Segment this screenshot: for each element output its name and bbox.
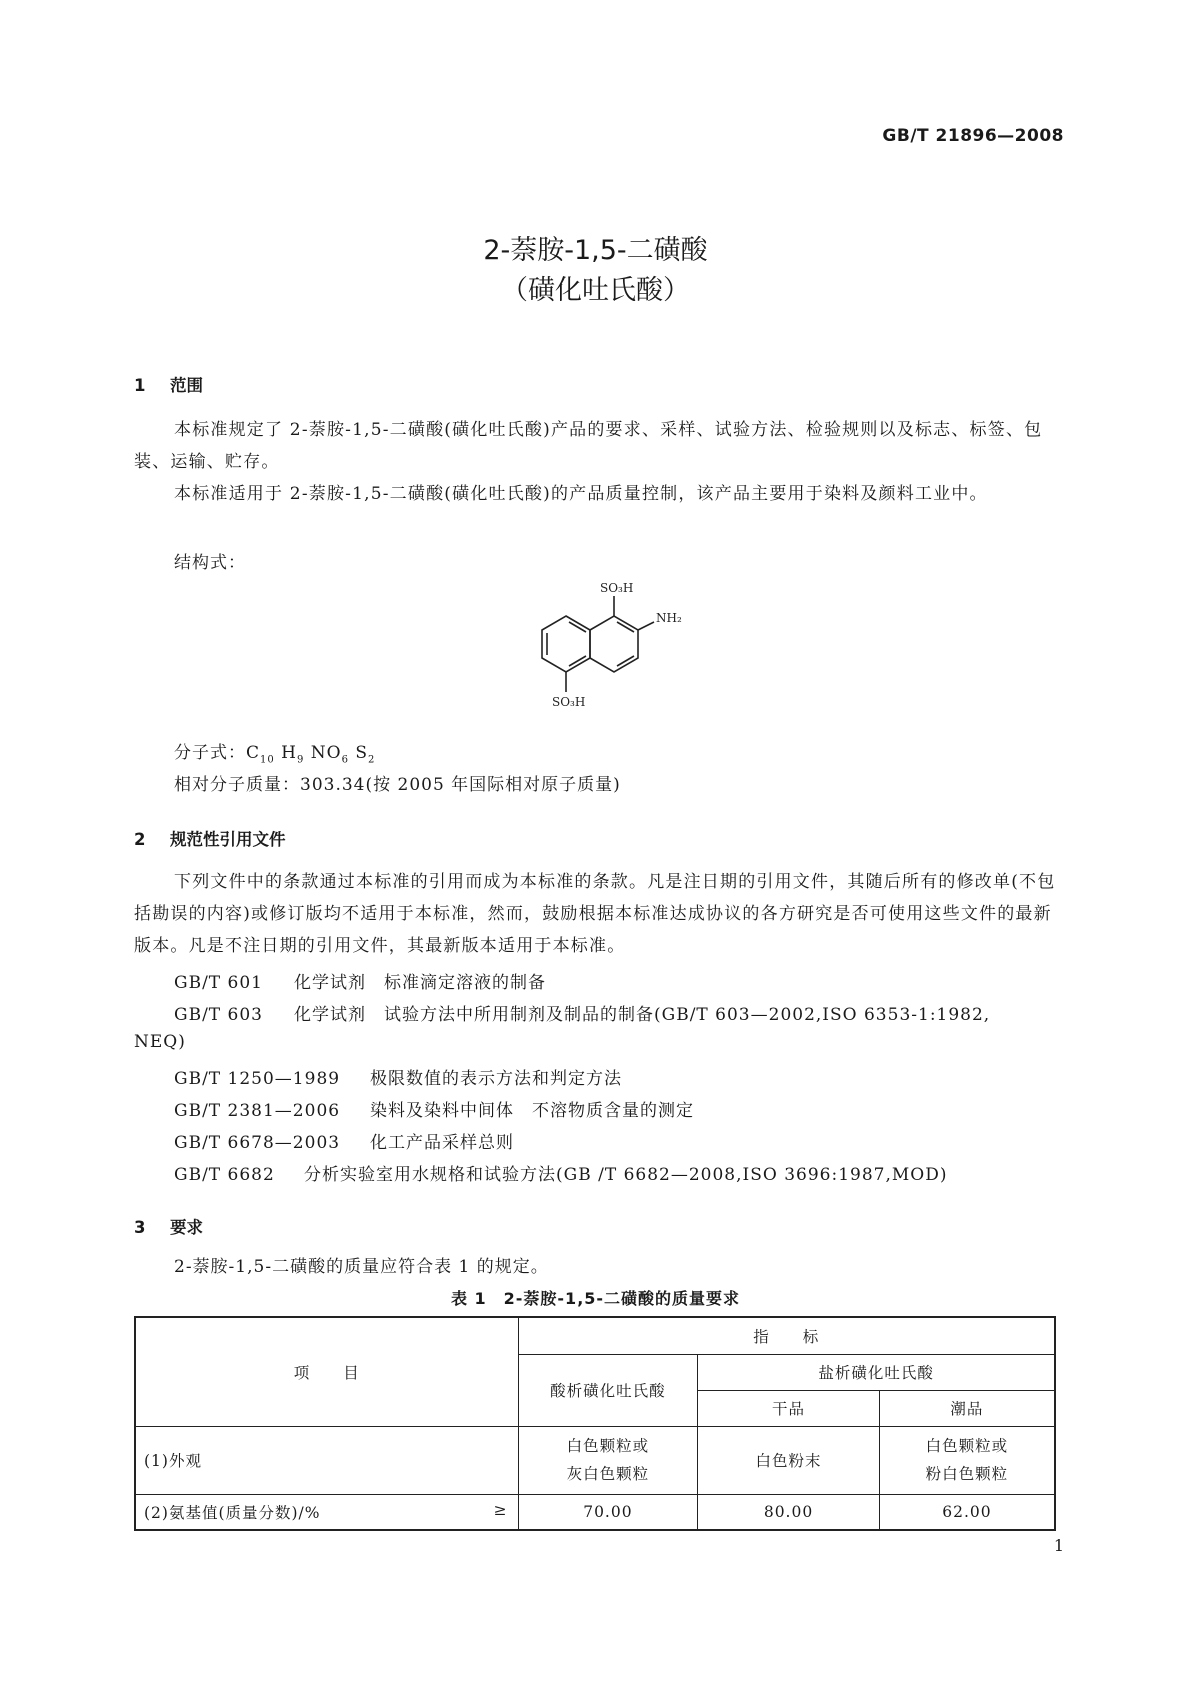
section-number: 1 <box>134 376 146 395</box>
row-acid-value: 70.00 <box>518 1494 698 1530</box>
comparison-operator: ≥ <box>493 1500 508 1519</box>
reference-title: 分析实验室用水规格和试验方法(GB /T 6682—2008,ISO 3696:1987,MOD) <box>304 1165 948 1185</box>
requirements-paragraph: 2-萘胺-1,5-二磺酸的质量应符合表 1 的规定。 <box>174 1257 549 1277</box>
reference-item <box>174 1160 947 1185</box>
reference-item <box>174 1096 694 1121</box>
row-item: (2)氨基值(质量分数)/% <box>144 1503 321 1522</box>
references-intro: 下列文件中的条款通过本标准的引用而成为本标准的条款。凡是注日期的引用文件，其随后所有的修改单(不包括勘误的内容)或修订版均不适用于本标准，然而，鼓励根据本标准达成协议的各方研究是否可使用这些文件的最新版本。凡是不注日期的引用文件，其最新版本适用于本标准。 <box>134 872 1056 956</box>
document-subtitle: （磺化吐氏酸） <box>501 275 690 306</box>
formula-o-count: 6 <box>341 754 349 766</box>
item-header: 项 目 <box>135 1317 518 1426</box>
formula-c-count: 10 <box>260 754 275 766</box>
reference-title: 极限数值的表示方法和判定方法 <box>370 1069 622 1089</box>
row-wet-value: 白色颗粒或 粉白色颗粒 <box>879 1426 1055 1494</box>
section-number: 2 <box>134 830 146 849</box>
formula-no: NO <box>304 743 342 763</box>
row-acid-value: 白色颗粒或 灰白色颗粒 <box>518 1426 698 1494</box>
reference-code: GB/T 1250—1989 <box>174 1069 341 1089</box>
wet-header: 潮品 <box>879 1390 1055 1426</box>
reference-item <box>174 968 546 993</box>
molecular-mass: 相对分子质量：303.34(按 2005 年国际相对原子质量) <box>174 775 621 795</box>
formula-h: H <box>274 743 297 763</box>
reference-title: 化工产品采样总则 <box>370 1133 514 1153</box>
formula-c: C <box>246 743 261 763</box>
amino-group: NH₂ <box>656 611 682 625</box>
table-row <box>135 1426 1055 1494</box>
row-dry-value: 白色粉末 <box>698 1426 880 1494</box>
section-number: 3 <box>134 1218 146 1237</box>
section-title: 范围 <box>170 376 203 395</box>
sulfo-group-bottom: SO₃H <box>552 695 586 709</box>
section-2-heading <box>134 826 286 850</box>
row-item: (1)外观 <box>135 1426 518 1494</box>
scope-paragraph-1: 本标准规定了 2-萘胺-1,5-二磺酸(磺化吐氏酸)产品的要求、采样、试验方法、检验规则以及标志、标签、包装、运输、贮存。 <box>134 420 1043 472</box>
formula-h-count: 9 <box>296 754 305 766</box>
structure-label: 结构式： <box>174 553 246 573</box>
salt-header: 盐析磺化吐氏酸 <box>698 1354 1055 1390</box>
index-header: 指 标 <box>518 1317 1055 1354</box>
right-ring <box>590 616 638 672</box>
reference-code: GB/T 601 <box>174 973 263 993</box>
section-title: 要求 <box>170 1218 203 1237</box>
left-ring <box>542 616 590 672</box>
formula-s: S <box>348 743 369 763</box>
reference-title: 化学试剂 标准滴定溶液的制备 <box>294 973 546 993</box>
structural-formula <box>500 578 700 738</box>
row-dry-value: 80.00 <box>698 1494 880 1530</box>
table-row <box>135 1494 1055 1530</box>
row-item-cell <box>135 1494 518 1530</box>
section-3-heading <box>134 1214 203 1238</box>
formula-s-count: 2 <box>368 754 376 766</box>
molecular-formula <box>174 738 375 765</box>
reference-item <box>174 1000 990 1025</box>
document-title: 2-萘胺-1,5-二磺酸 <box>483 235 708 266</box>
acid-header: 酸析磺化吐氏酸 <box>518 1354 698 1426</box>
naphthalene-rings <box>542 596 654 692</box>
reference-title: 染料及染料中间体 不溶物质含量的测定 <box>370 1101 694 1121</box>
reference-item <box>174 1128 514 1153</box>
sulfo-group-top: SO₃H <box>600 581 634 595</box>
formula-label: 分子式： <box>174 743 246 763</box>
reference-title: 化学试剂 试验方法中所用制剂及制品的制备(GB/T 603—2002,ISO 6353-1:1982, <box>294 1005 991 1025</box>
page-number: 1 <box>1053 1536 1064 1555</box>
quality-requirements-table <box>134 1316 1056 1531</box>
scope-paragraph-2: 本标准适用于 2-萘胺-1,5-二磺酸(磺化吐氏酸)的产品质量控制，该产品主要用于染料及颜料工业中。 <box>174 484 988 504</box>
table-caption: 表 1 2-萘胺-1,5-二磺酸的质量要求 <box>450 1289 741 1308</box>
section-1-heading <box>134 372 203 396</box>
reference-continuation: NEQ) <box>134 1032 186 1052</box>
reference-code: GB/T 603 <box>174 1005 263 1025</box>
reference-item <box>174 1064 622 1089</box>
section-title: 规范性引用文件 <box>170 830 286 849</box>
reference-code: GB/T 6682 <box>174 1165 275 1185</box>
bond-amine <box>638 622 654 630</box>
standard-code: GB/T 21896—2008 <box>882 126 1064 146</box>
reference-code: GB/T 2381—2006 <box>174 1101 341 1121</box>
dry-header: 干品 <box>698 1390 880 1426</box>
reference-code: GB/T 6678—2003 <box>174 1133 341 1153</box>
row-wet-value: 62.00 <box>879 1494 1055 1530</box>
